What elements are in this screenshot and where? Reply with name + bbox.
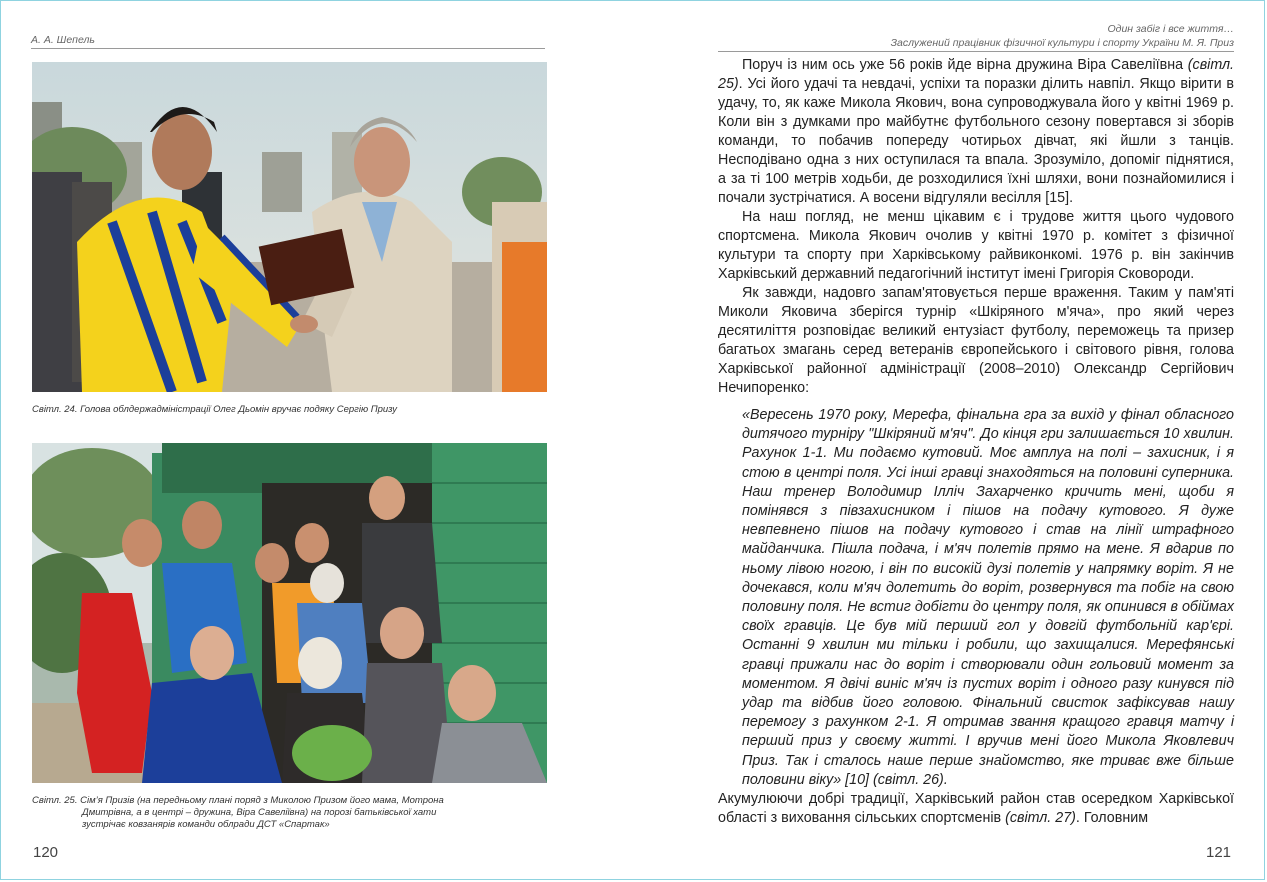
paragraph-4 — [718, 790, 1234, 828]
article-body — [718, 56, 1234, 828]
photo-ref-27: (світл. 27) — [1005, 810, 1076, 827]
photo-award-handshake — [32, 62, 547, 392]
photo-caption-25 — [32, 795, 547, 831]
left-page — [1, 1, 581, 881]
photo-caption-24: Світл. 24. Голова облдержадміністрації Олег Дьомін вручає подяку Сергію Призу — [32, 404, 398, 415]
paragraph-4-start: Акумулюючи добрі традиції, Харківський район став осередком Харківської області з виховання сільських спортсменів — [718, 791, 1234, 827]
page-number-left: 120 — [33, 844, 59, 861]
page-number-right: 121 — [1206, 844, 1232, 861]
running-head-line-1: Один забіг і все життя… — [1107, 23, 1234, 35]
running-head-author: А. А. Шепель — [31, 34, 545, 49]
running-head-title — [718, 22, 1234, 52]
paragraph-4-end: . Головним — [1075, 810, 1149, 827]
caption-25-line-3: зустрічає ковзанярів команди облради ДСТ «Спартак» — [82, 819, 330, 830]
caption-25-line-2: Дмитрівна, а в центрі – дружина, Віра Савеліївна) на порозі батьківської хати — [82, 807, 437, 818]
photo-ref-25: (світл. 25) — [718, 57, 1234, 92]
paragraph-2: На наш погляд, не менш цікавим є і трудове життя цього чудового спортсмена. Микола Якович очолив у квітні 1970 р. комітет з фізичної культури та спорту при Харківському райвиконкомі. 1976 р. він закінчив Харківський державний педагогічний інститут імені Григорія Сковороди. — [718, 209, 1234, 282]
running-head-line-2: Заслужений працівник фізичної культури і спорту України М. Я. Приз — [890, 37, 1234, 49]
paragraph-1-start: Поруч із ним ось уже 56 років йде вірна дружина Віра Савеліївна — [742, 57, 1184, 73]
right-page — [701, 1, 1241, 881]
paragraph-3: Як завжди, надовго запам'ятовується перше враження. Таким у пам'яті Миколи Яковича зберігся турнір «Шкіряного м'яча», про який через десятиліття розповідає великий ентузіаст футболу, переможець та призер багатьох змагань серед ветеранів європейського і світового рівня, голова Харківської районної адміністрації (2008–2010) Олександр Сергійович Нечипоренко: — [718, 285, 1234, 396]
quote-block: «Вересень 1970 року, Мерефа, фінальна гра за вихід у фінал обласного дитячого турніру "Шкіряний м'яч". До кінця гри залишається 10 хвилин. Рахунок 1-1. Ми подаємо кутовий. Моє амплуа на полі – захисник, і я стою в центрі поля. Усі інші гравці знаходяться на половині суперника. Наш тренер Володимир Ілліч Захарченко кричить мені, щоби я помінявся з півзахисником і пішов на подачу кутового. Я дуже невпевнено пішов на подачу кутового і став на лінії штрафного майданчика. Пішла подача, і м'яч полетів прямо на мене. Я вдарив по ньому лівою ногою, і він по високій дузі полетів у напрямку воріт. Я не дочекався, коли м'яч долетить до воріт, розвернувся та побіг на свою половину поля. Не встиг добігти до центру поля, як опинився в обіймах своїх гравців. Це був мій перший гол у довгій футбольній кар'єрі. Останні 9 хвилин ми тільки і робили, що захищалися. Мерефянські гравці прижали нас до воріт і створювали один гольовий момент за моментом. Я двічі виніс м'яч із пустих воріт і одного разу кинувся під удар та відбив його головою. Фінальний свисток зафіксував нашу перемогу з рахунком 2-1. Я отримав звання кращого гравця матчу і перший приз у своєму житті. І вручив мені його Микола Яковлевич Приз. Так і сталось наше перше знайомство, яке триває вже більше половини віку» [10] (світл. 26). — [742, 407, 1234, 788]
photo-family-porch — [32, 443, 547, 783]
caption-25-line-1: Світл. 25. Сім’я Призів (на передньому плані поряд з Миколою Призом його мама, Мотрона — [32, 795, 444, 806]
paragraph-1 — [718, 56, 1234, 208]
paragraph-1-end: . Усі його удачі та невдачі, успіхи та поразки ділить навпіл. Якщо вірити в удачу, то, як каже Микола Якович, вона супроводжувала його у квітні 1969 р. Коли він з думками про майбутнє футбольного сезону повертався зі зборів команди, то побачив попереду чотирьох дівчат, які йшли з танців. Несподівано одна з них оступилася та впала. Зрозуміло, допоміг піднятися, а за ті 100 метрів ходьби, де розходилися їхні шляхи, вони познайомилися і почали зустрічатися. А восени відгуляли весілля [15]. — [718, 76, 1234, 206]
